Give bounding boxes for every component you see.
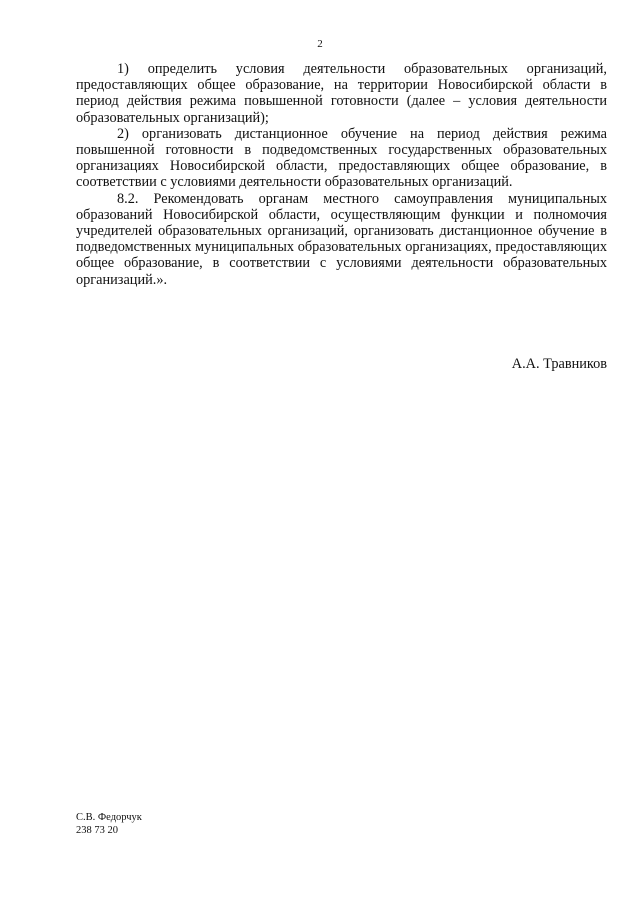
- paragraph-item-2: 2) организовать дистанционное обучение на период действия режима повышенной готовности в подведомственных государственных образовательных организациях Новосибирской области, предоставляющих общее образование, в соответствии с условиями деятельности образовательных организаций.: [76, 125, 607, 191]
- executor-name: С.В. Федорчук: [76, 812, 142, 823]
- executor-phone: 238 73 20: [76, 824, 118, 836]
- signature-name: А.А. Травников: [511, 356, 607, 372]
- document-body: [76, 61, 607, 288]
- page-number: 2: [317, 38, 323, 50]
- executor-block: [76, 812, 142, 837]
- paragraph-item-1: 1) определить условия деятельности образовательных организаций, предоставляющих общее образование, на территории Новосибирской области в период действия режима повышенной готовности (далее – условия деятельности образовательных организаций);: [76, 61, 607, 126]
- paragraph-clause-8-2: 8.2. Рекомендовать органам местного самоуправления муниципальных образований Новосибирской области, осуществляющим функции и полномочия учредителей образовательных организаций, организовать дистанционное обучение в подведомственных муниципальных образовательных организациях, предоставляющих общее образование, в соответствии с условиями деятельности образовательных организаций.».: [76, 190, 607, 288]
